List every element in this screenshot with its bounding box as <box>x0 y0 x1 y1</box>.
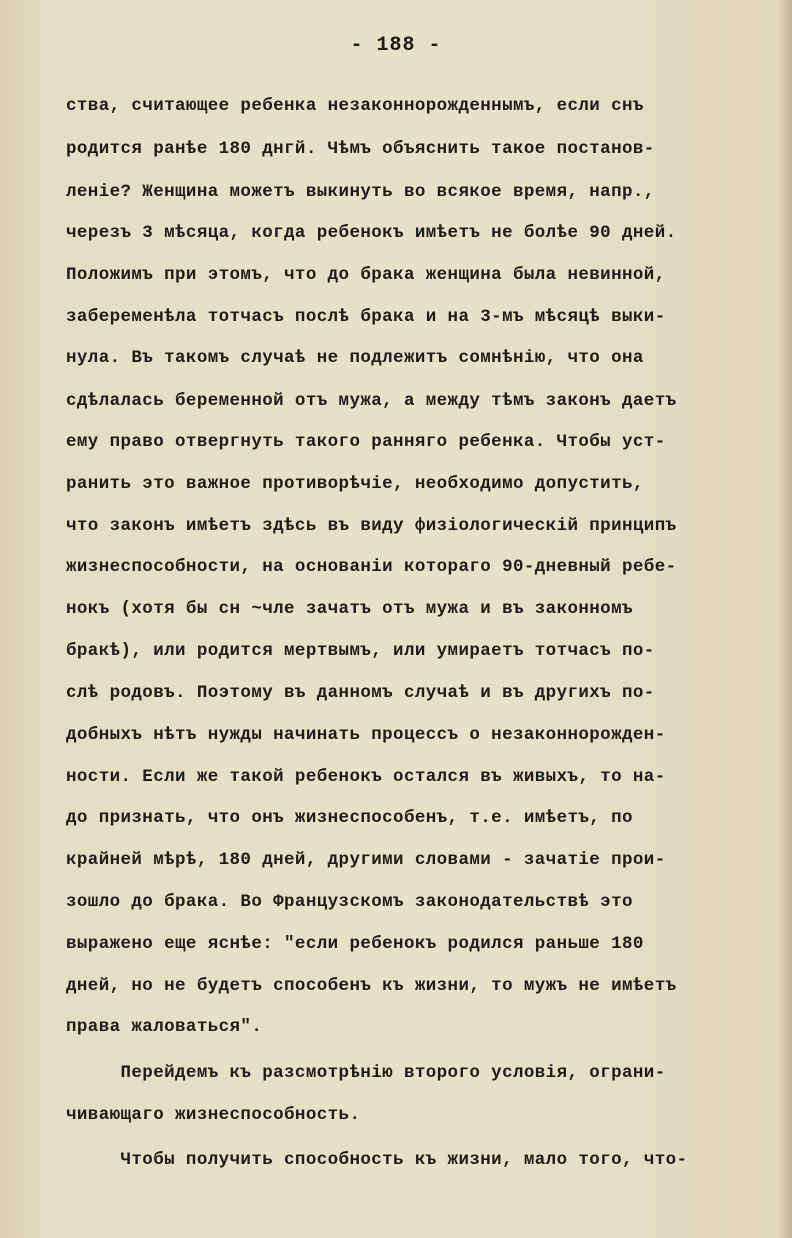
text-line: слѣ родовъ. Поэтому въ данномъ случаѣ и въ другихъ по- <box>66 683 655 703</box>
text-line: дней, но не будетъ способенъ къ жизни, то мужъ не имѣетъ <box>66 976 677 996</box>
text-line: выражено еще яснѣе: "если ребенокъ родился раньше 180 <box>66 934 644 954</box>
text-line: нокъ (хотя бы сн ~чле зачатъ отъ мужа и въ законномъ <box>66 599 633 619</box>
text-line: черезъ 3 мѣсяца, когда ребенокъ имѣетъ не болѣе 90 дней. <box>66 223 677 243</box>
text-line: жизнеспособности, на основаніи котораго 90-дневный ребе- <box>66 557 677 577</box>
text-line: ранить это важное противорѣчіе, необходимо допустить, <box>66 474 644 494</box>
text-line: Положимъ при этомъ, что до брака женщина была невинной, <box>66 265 666 285</box>
page-edge-shadow <box>778 0 792 1238</box>
text-line: бракѣ), или родится мертвымъ, или умираетъ тотчасъ по- <box>66 641 655 661</box>
text-line: чивающаго жизнеспособность. <box>66 1105 361 1125</box>
text-line: крайней мѣрѣ, 180 дней, другими словами - зачатіе прои- <box>66 850 666 870</box>
text-line: добныхъ нѣтъ нужды начинать процессъ о незаконнорожден- <box>66 725 666 745</box>
page-number: - 188 - <box>350 34 442 57</box>
text-line: ства, считающее ребенка незаконнорожденнымъ, если снъ <box>66 96 644 116</box>
text-line: ему право отвергнуть такого ранняго ребенка. Чтобы уст- <box>66 432 666 452</box>
text-line: забеременѣла тотчасъ послѣ брака и на 3-мъ мѣсяцѣ выки- <box>66 307 666 327</box>
text-line: до признать, что онъ жизнеспособенъ, т.е. имѣетъ, по <box>66 808 633 828</box>
text-line: сдѣлалась беременной отъ мужа, а между тѣмъ законъ даетъ <box>66 391 677 411</box>
text-line: родится ранѣе 180 днгй. Чѣмъ объяснить такое постанов- <box>66 139 655 159</box>
text-line: нула. Въ такомъ случаѣ не подлежитъ сомнѣнію, что она <box>66 348 644 368</box>
text-line: Перейдемъ къ разсмотрѣнію второго условія, ограни- <box>66 1063 666 1083</box>
text-line: Чтобы получить способность къ жизни, мало того, что- <box>66 1150 688 1170</box>
text-line: права жаловаться". <box>66 1017 263 1037</box>
text-line: леніе? Женщина можетъ выкинуть во всякое время, напр., <box>66 182 655 202</box>
text-line: что законъ имѣетъ здѣсь въ виду физіологическій принципъ <box>66 516 677 536</box>
text-line: зошло до брака. Во Французскомъ законодательствѣ это <box>66 892 633 912</box>
text-line: ности. Если же такой ребенокъ остался въ живыхъ, то на- <box>66 767 666 787</box>
